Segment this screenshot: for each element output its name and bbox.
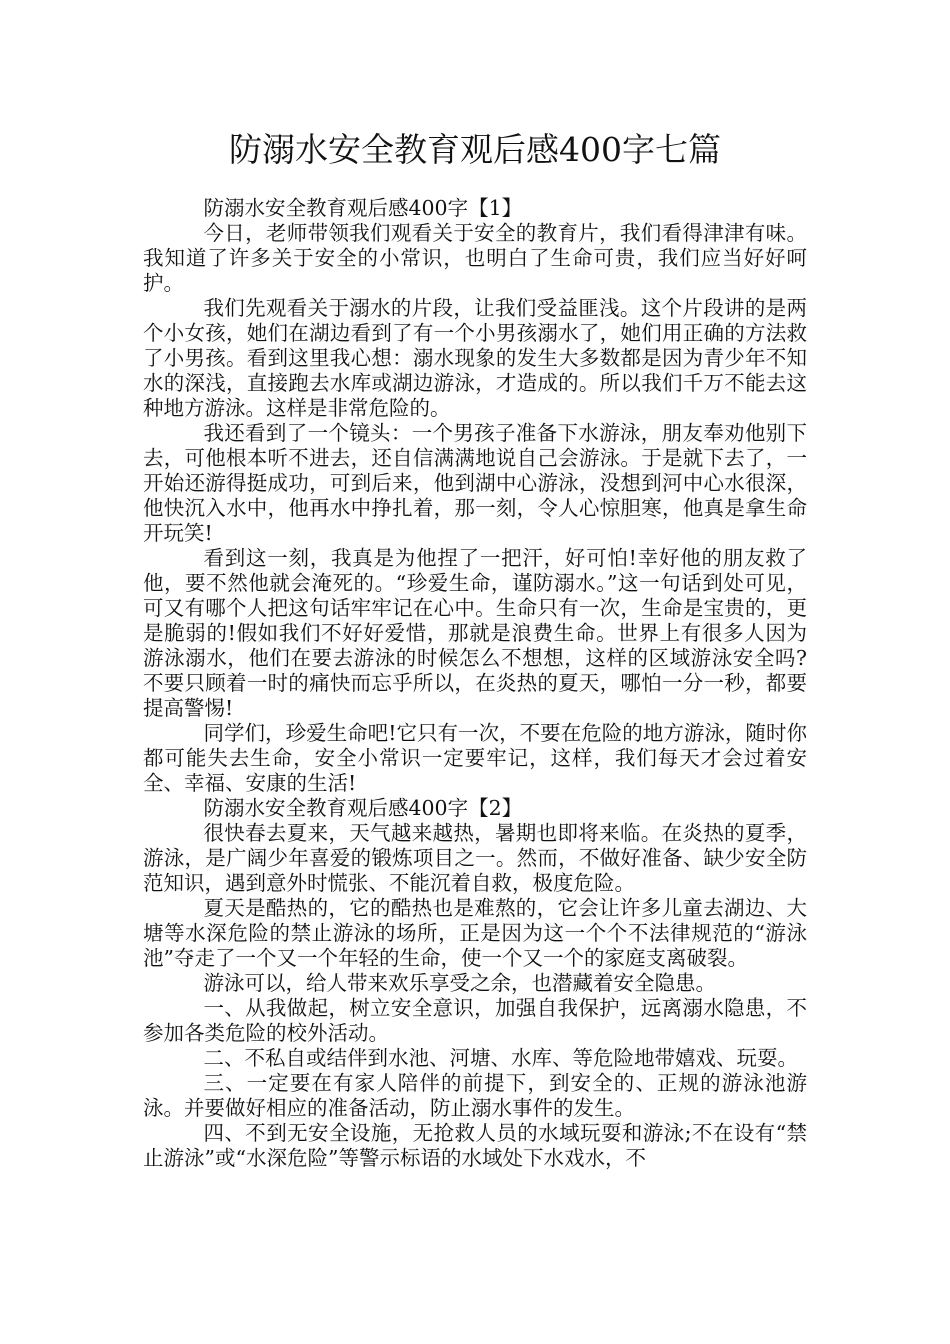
paragraph: 游泳可以，给人带来欢乐享受之余，也潜藏着安全隐患。 (203, 971, 716, 995)
section-heading-2: 防溺水安全教育观后感400字【2】 (203, 796, 523, 820)
page-title: 防溺水安全教育观后感400字七篇 (229, 130, 721, 169)
list-item: 二、不私自或结伴到水池、河塘、水库、等危险地带嬉戏、玩耍。 (203, 1046, 798, 1070)
document-body (143, 196, 807, 1171)
paragraph: 同学们，珍爱生命吧!它只有一次，不要在危险的地方游泳，随时你都可能失去生命，安全小常识一定要牢记，这样，我们每天才会过着安全、幸福、安康的生活! (143, 721, 807, 795)
list-item: 一、从我做起，树立安全意识，加强自我保护，远离溺水隐患，不参加各类危险的校外活动。 (143, 996, 807, 1045)
paragraph: 夏天是酷热的，它的酷热也是难熬的，它会让许多儿童去湖边、大塘等水深危险的禁止游泳的场所，正是因为这一个个不法律规范的“游泳池”夺走了一个又一个年轻的生命，使一个又一个的家庭支离破裂。 (143, 896, 807, 970)
paragraph: 今日，老师带领我们观看关于安全的教育片，我们看得津津有味。我知道了许多关于安全的小常识，也明白了生命可贵，我们应当好好呵护。 (143, 221, 807, 295)
section-heading-1: 防溺水安全教育观后感400字【1】 (203, 196, 523, 220)
paragraph: 我们先观看关于溺水的片段，让我们受益匪浅。这个片段讲的是两个小女孩，她们在湖边看到了有一个小男孩溺水了，她们用正确的方法救了小男孩。看到这里我心想：溺水现象的发生大多数都是因为青少年不知水的深浅，直接跑去水库或湖边游泳，才造成的。所以我们千万不能去这种地方游泳。这样是非常危险的。 (143, 296, 807, 420)
list-item: 四、不到无安全设施，无抢救人员的水域玩耍和游泳;不在设有“禁止游泳”或“水深危险”等警示标语的水域处下水戏水，不 (143, 1121, 807, 1170)
paragraph: 看到这一刻，我真是为他捏了一把汗，好可怕!幸好他的朋友救了他，要不然他就会淹死的。“珍爱生命，谨防溺水。”这一句话到处可见，可又有哪个人把这句话牢牢记在心中。生命只有一次，生命是宝贵的，更是脆弱的!假如我们不好好爱惜，那就是浪费生命。世界上有很多人因为游泳溺水，他们在要去游泳的时候怎么不想想，这样的区域游泳安全吗?不要只顾着一时的痛快而忘乎所以，在炎热的夏天，哪怕一分一秒，都要提高警惕! (143, 546, 807, 720)
paragraph: 我还看到了一个镜头：一个男孩子准备下水游泳，朋友奉劝他别下去，可他根本听不进去，还自信满满地说自己会游泳。于是就下去了，一开始还游得挺成功，可到后来，他到湖中心游泳，没想到河中心水很深，他快沉入水中，他再水中挣扎着，那一刻，令人心惊胆寒，他真是拿生命开玩笑! (143, 421, 807, 545)
list-item: 三、一定要在有家人陪伴的前提下，到安全的、正规的游泳池游泳。并要做好相应的准备活动，防止溺水事件的发生。 (143, 1071, 807, 1120)
paragraph: 很快春去夏来，天气越来越热，暑期也即将来临。在炎热的夏季，游泳，是广阔少年喜爱的锻炼项目之一。然而，不做好准备、缺少安全防范知识，遇到意外时慌张、不能沉着自救，极度危险。 (143, 821, 807, 895)
